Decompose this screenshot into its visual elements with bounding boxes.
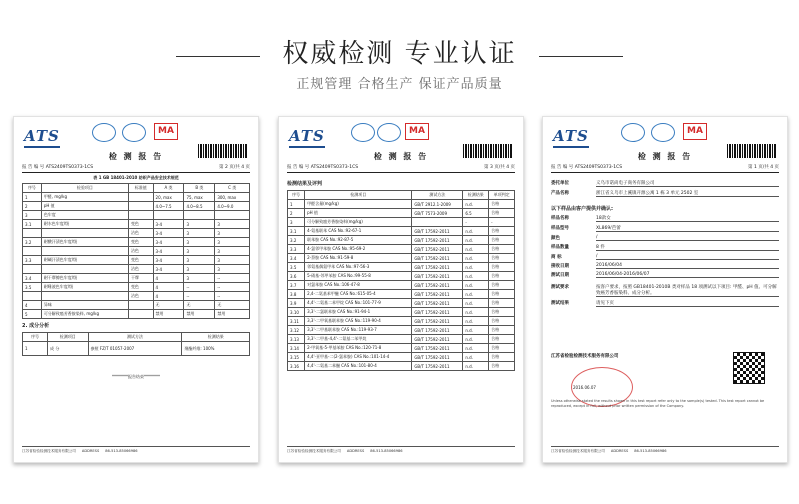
table-cell: 3 xyxy=(215,229,250,238)
ma-cert-icon: MA xyxy=(683,123,707,140)
table-cell xyxy=(215,211,250,220)
table-cell: n.d. xyxy=(463,227,489,236)
table-cell: 3 xyxy=(215,238,250,247)
table-cell: 2-甲氧基-5-甲基苯胺 CAS No.:120-71-8 xyxy=(305,344,412,353)
table-cell: GB/T 17592-2011 xyxy=(412,299,463,308)
results-table xyxy=(287,190,515,371)
table-cell: n.d. xyxy=(463,281,489,290)
table-cell: GB/T 17592-2011 xyxy=(412,227,463,236)
table-row xyxy=(288,335,515,344)
table-cell: 合格 xyxy=(489,344,515,353)
client-row: 委托单位 义乌市诺尚电子商务有限公司 xyxy=(551,180,779,187)
table-cell: 2-萘胺 CAS No.:91-59-8 xyxy=(305,254,412,263)
table-cell: 4-氨基联苯 CAS No.:92-67-1 xyxy=(305,227,412,236)
sample-field-row: 接收日期 2016/06/04 xyxy=(551,263,779,269)
table-cell: 成 分 xyxy=(48,342,88,356)
table-cell: 3 xyxy=(184,238,215,247)
table-row xyxy=(288,299,515,308)
sample-field-row: 测试日期 2016/06/04-2016/06/07 xyxy=(551,272,779,278)
client-address-row: 产品名称 浙江省义乌市上溪镇开源公寓 1 栋 3 单元 2502 室 xyxy=(551,190,779,197)
table-cell xyxy=(128,211,153,220)
table-cell: 无 xyxy=(184,301,215,310)
table-row xyxy=(23,292,250,301)
table-cell: 3 xyxy=(215,256,250,265)
table-cell: n.d. xyxy=(463,245,489,254)
table-cell: 3 xyxy=(184,274,215,283)
table-row xyxy=(23,193,250,202)
page-subtitle: 正规管理 合格生产 保证产品质量 xyxy=(296,77,503,92)
table-cell xyxy=(41,229,128,238)
table-cell: 3.3 xyxy=(288,245,305,254)
table-cell: 3 xyxy=(215,247,250,256)
col-header: 序号 xyxy=(288,191,305,200)
table-cell: -- xyxy=(215,283,250,292)
table-cell xyxy=(23,247,42,256)
composition-table xyxy=(22,332,250,356)
col-header: 单项判定 xyxy=(489,191,515,200)
table-cell xyxy=(128,310,153,319)
sample-field-row: 样品数量 8 件 xyxy=(551,244,779,251)
table-cell: 邻氨基偶氮甲苯 CAS No.:97-56-3 xyxy=(305,263,412,272)
table-cell: 3 xyxy=(184,229,215,238)
table-cell: 耐水色牢度/级 xyxy=(41,220,128,229)
table-cell xyxy=(41,247,128,256)
title-rule-right xyxy=(539,56,623,57)
table-cell: 沾色 xyxy=(128,265,153,274)
table-cell xyxy=(128,301,153,310)
ilac-seal-icon xyxy=(92,123,116,142)
table-cell: 3 xyxy=(215,265,250,274)
table-cell: 合格 xyxy=(489,362,515,371)
table-row xyxy=(288,200,515,209)
sample-field-row: 样品名称 18款女 xyxy=(551,215,779,222)
col-header: 序号 xyxy=(23,184,42,193)
table-cell: 3 xyxy=(184,256,215,265)
table-cell: GB/T 17592-2011 xyxy=(412,353,463,362)
page-title: 权威检测 专业认证 xyxy=(282,39,517,69)
cnas-seal-icon xyxy=(651,123,675,142)
ma-cert-icon: MA xyxy=(154,123,178,140)
ats-logo: ATS xyxy=(553,127,589,148)
table-cell: n.d. xyxy=(463,299,489,308)
cnas-seal-icon xyxy=(377,123,401,142)
table-cell: 3.5 xyxy=(288,263,305,272)
table-cell: 1 xyxy=(23,342,48,356)
table-cell: GB/T 2912.1-2009 xyxy=(412,200,463,209)
table-row xyxy=(23,301,250,310)
table-cell: n.d. xyxy=(463,200,489,209)
table-cell: 3 xyxy=(288,218,305,227)
safety-table xyxy=(22,183,250,319)
table-cell: 合格 xyxy=(489,263,515,272)
table-cell: GB/T 17592-2011 xyxy=(412,236,463,245)
table-cell: 4 xyxy=(153,283,184,292)
ats-logo: ATS xyxy=(289,127,325,148)
col-header: 检测结果 xyxy=(463,191,489,200)
table-cell: 3.16 xyxy=(288,362,305,371)
table-cell: 3 xyxy=(184,265,215,274)
table-cell: 4 xyxy=(153,292,184,301)
table-cell: 3,3'-二甲基-4,4'-二氨基二苯甲烷 xyxy=(305,335,412,344)
col-header: 标准值 xyxy=(128,184,153,193)
ma-cert-icon: MA xyxy=(405,123,429,140)
table-cell: 合格 xyxy=(489,299,515,308)
table-cell: GB/T 17592-2011 xyxy=(412,272,463,281)
table-cell: 变色 xyxy=(128,238,153,247)
table-cell xyxy=(128,193,153,202)
table-row xyxy=(288,281,515,290)
table-cell: pH 值 xyxy=(41,202,128,211)
table-cell: 3-4 xyxy=(153,265,184,274)
table-cell: 4,4'-二氨基二苯醚 CAS No.:101-80-4 xyxy=(305,362,412,371)
table-cell xyxy=(128,202,153,211)
table-cell: 合格 xyxy=(489,308,515,317)
table-cell: 3,3'-二甲基联苯胺 CAS No.:119-93-7 xyxy=(305,326,412,335)
table-cell: n.d. xyxy=(463,236,489,245)
table-cell: 3,3'-二甲氧基联苯胺 CAS No.:119-90-4 xyxy=(305,317,412,326)
table-cell: 3.14 xyxy=(288,344,305,353)
table-cell: n.d. xyxy=(463,353,489,362)
table-cell: 合格 xyxy=(489,326,515,335)
table-cell: n.d. xyxy=(463,263,489,272)
table-row xyxy=(23,202,250,211)
table-cell: n.d. xyxy=(463,326,489,335)
table-cell: 合格 xyxy=(489,236,515,245)
table-cell: 可分解致癌芳香胺染料(mg/kg) xyxy=(305,218,412,227)
table-cell: n.d. xyxy=(463,362,489,371)
table-cell: 合格 xyxy=(489,317,515,326)
table-cell: -- xyxy=(184,292,215,301)
table-cell xyxy=(23,265,42,274)
table-cell: 4.0~8.5 xyxy=(184,202,215,211)
table-row xyxy=(288,263,515,272)
table-cell: -- xyxy=(184,283,215,292)
table-row xyxy=(288,272,515,281)
table-cell: 2,4-二氨基苯甲醚 CAS No.:615-05-4 xyxy=(305,290,412,299)
table-cell: 4 xyxy=(23,301,42,310)
sample-field-row: 样品型号 XL869/芭蕾 xyxy=(551,225,779,232)
table-cell: 变色 xyxy=(128,283,153,292)
table-cell: 4-氯邻甲苯胺 CAS No.:95-69-2 xyxy=(305,245,412,254)
table-cell: 3,3'-二氯联苯胺 CAS No.:91-94-1 xyxy=(305,308,412,317)
table-cell: GB/T 17592-2011 xyxy=(412,281,463,290)
table-row xyxy=(23,247,250,256)
table-cell: 耐碱汗渍色牢度/级 xyxy=(41,256,128,265)
ilac-seal-icon xyxy=(351,123,375,142)
col-header: A 类 xyxy=(153,184,184,193)
table-cell: 甲醛, mg/kg xyxy=(41,193,128,202)
ilac-seal-icon xyxy=(621,123,645,142)
table-cell: 变色 xyxy=(128,220,153,229)
col-header: 检测结果 xyxy=(182,333,250,342)
table-row xyxy=(288,218,515,227)
table-cell: GB/T 17592-2011 xyxy=(412,308,463,317)
table-cell xyxy=(412,218,463,227)
table-cell: n.d. xyxy=(463,290,489,299)
table-row xyxy=(23,283,250,292)
report-footer: 江苏省检验检测技术服务有限公司 ADDRESS 86-513-85066986 xyxy=(551,446,779,454)
table-row xyxy=(23,265,250,274)
report-title: 检 测 报 告 xyxy=(373,152,429,161)
table-cell: 4 xyxy=(153,274,184,283)
table-cell: 沾色 xyxy=(128,247,153,256)
table-cell: 耐干摩擦色牢度/级 xyxy=(41,274,128,283)
col-header: 检验项目 xyxy=(41,184,128,193)
table-cell: 对氯苯胺 CAS No.:106-47-8 xyxy=(305,281,412,290)
table-cell: -- xyxy=(215,292,250,301)
table-cell: 3.7 xyxy=(288,281,305,290)
table-cell: 4,4'-二氨基二苯甲烷 CAS No.:101-77-9 xyxy=(305,299,412,308)
table-cell: 3 xyxy=(184,220,215,229)
table-title: 表 1 GB 18401-2010 纺织产品安全技术规范 xyxy=(93,175,179,180)
sample-field-row: 颜色 / xyxy=(551,235,779,241)
col-header: 测试方法 xyxy=(88,333,182,342)
table-cell: - xyxy=(489,218,515,227)
report-note: Unless otherwise stated the results shown in this test report refer only to the sample(s) tested. This test report cannot be reproduced, except in full, without prior written permission of the Company. xyxy=(551,399,765,408)
table-cell: 3.15 xyxy=(288,353,305,362)
table-cell: 禁用 xyxy=(215,310,250,319)
table-row xyxy=(23,220,250,229)
table-cell: n.d. xyxy=(463,335,489,344)
qr-code xyxy=(733,352,765,384)
table-row xyxy=(23,211,250,220)
table-cell: 联苯胺 CAS No.:92-87-5 xyxy=(305,236,412,245)
table-cell: 禁用 xyxy=(153,310,184,319)
table-cell: GB/T 17592-2011 xyxy=(412,290,463,299)
table-cell: 3.8 xyxy=(288,290,305,299)
table-cell: 可分解致癌芳香胺染料, mg/kg xyxy=(41,310,128,319)
report-footer: 江苏省检验检测技术服务有限公司 ADDRESS 86-513-85066986 xyxy=(22,446,250,454)
table-cell: 3.13 xyxy=(288,335,305,344)
section-heading: 检测结果及评判 xyxy=(287,181,323,187)
report-body xyxy=(551,177,779,310)
table-cell: 3 xyxy=(215,220,250,229)
table-cell: 20, max xyxy=(153,193,184,202)
table-cell: 合格 xyxy=(489,209,515,218)
approval-date: 2016.06.07 xyxy=(573,385,596,390)
table-cell: n.d. xyxy=(463,308,489,317)
table-row xyxy=(288,254,515,263)
table-cell xyxy=(153,211,184,220)
col-header: 测试方法 xyxy=(412,191,463,200)
table-row xyxy=(288,308,515,317)
col-header: 序号 xyxy=(23,333,48,342)
table-cell: 参照 FZ/T 01057-2007 xyxy=(88,342,182,356)
table-cell: pH 值 xyxy=(305,209,412,218)
report-meta: 报 告 编 号 ATS2409TS0373-1CS 第 1 页/共 4 页 xyxy=(551,164,779,173)
table-cell: GB/T 17592-2011 xyxy=(412,245,463,254)
report-footer: 江苏省检验检测技术服务有限公司 ADDRESS 86-513-85066986 xyxy=(287,446,515,454)
table-cell: 合格 xyxy=(489,254,515,263)
table-row xyxy=(288,290,515,299)
table-cell: 3-4 xyxy=(153,229,184,238)
table-row xyxy=(288,245,515,254)
table-cell: 耐酸汗渍色牢度/级 xyxy=(41,238,128,247)
table-cell: 合格 xyxy=(489,335,515,344)
table-cell: 3-4 xyxy=(153,238,184,247)
report-body xyxy=(287,177,515,371)
table-cell: GB/T 17592-2011 xyxy=(412,344,463,353)
table-cell: 3.11 xyxy=(288,317,305,326)
table-cell: 3-4 xyxy=(153,256,184,265)
table-cell: 沾色 xyxy=(128,229,153,238)
table-cell: 耐唾液色牢度/级 xyxy=(41,283,128,292)
table-cell: 3.4 xyxy=(23,274,42,283)
table-row xyxy=(288,227,515,236)
table-cell: 沾色 xyxy=(128,292,153,301)
table-row xyxy=(23,238,250,247)
table-cell: 合格 xyxy=(489,353,515,362)
table-cell: - xyxy=(463,218,489,227)
table-cell: 3.12 xyxy=(288,326,305,335)
table-cell: 聚酯纤维: 100% xyxy=(182,342,250,356)
table-cell: GB/T 17592-2011 xyxy=(412,326,463,335)
report-meta: 报 告 编 号 ATS2409TS0373-1CS 第 2 页/共 4 页 xyxy=(22,164,250,173)
table-row xyxy=(288,317,515,326)
table-cell: 5-硝基-邻甲苯胺 CAS No.:99-55-8 xyxy=(305,272,412,281)
table-cell: n.d. xyxy=(463,272,489,281)
col-header: B 类 xyxy=(184,184,215,193)
table-cell: 色牢度 xyxy=(41,211,128,220)
table-cell: 3-4 xyxy=(153,247,184,256)
table-cell: GB/T 17592-2011 xyxy=(412,254,463,263)
report-title: 检 测 报 告 xyxy=(108,152,164,161)
table-cell: 2 xyxy=(23,202,42,211)
table-cell xyxy=(23,229,42,238)
table-cell: -- xyxy=(215,274,250,283)
test-result-row: 测试结果 请见下页 xyxy=(551,300,779,307)
table-cell: 合格 xyxy=(489,272,515,281)
table-row xyxy=(288,362,515,371)
table-cell: 异味 xyxy=(41,301,128,310)
table-cell: 5 xyxy=(23,310,42,319)
table-cell: 3-4 xyxy=(153,220,184,229)
table-cell: 合格 xyxy=(489,200,515,209)
table-cell: 3 xyxy=(23,211,42,220)
table-row xyxy=(288,344,515,353)
ats-logo: ATS xyxy=(24,127,60,148)
table-row xyxy=(23,256,250,265)
table-cell: 6.5 xyxy=(463,209,489,218)
page-header xyxy=(0,0,799,100)
table-cell: 无 xyxy=(215,301,250,310)
table-cell: 变色 xyxy=(128,256,153,265)
section-heading: 2. 成分分析 xyxy=(22,323,50,329)
table-cell: 3.4 xyxy=(288,254,305,263)
table-cell: 禁用 xyxy=(184,310,215,319)
table-cell: 合格 xyxy=(489,245,515,254)
table-cell: 1 xyxy=(23,193,42,202)
test-requirement-row: 测试要求 按客户要求，按照 GB18401-2010B 类对样品 18 项测试以下项目: 甲醛、pH 值、可分解致癌芳香胺染料、成分分析。 xyxy=(551,284,779,297)
report-body xyxy=(22,175,250,380)
table-cell: 甲醛含量(mg/kg) xyxy=(305,200,412,209)
table-cell: GB/T 7573-2009 xyxy=(412,209,463,218)
table-cell: 合格 xyxy=(489,290,515,299)
table-row xyxy=(288,353,515,362)
table-cell: 3.2 xyxy=(23,238,42,247)
table-row xyxy=(288,209,515,218)
table-cell: 3.1 xyxy=(288,227,305,236)
table-cell: n.d. xyxy=(463,317,489,326)
table-cell: 合格 xyxy=(489,281,515,290)
table-cell: 3 xyxy=(184,247,215,256)
test-report-page-1 xyxy=(13,116,259,463)
table-cell: 合格 xyxy=(489,227,515,236)
table-cell: n.d. xyxy=(463,254,489,263)
table-cell: 300, max xyxy=(215,193,250,202)
table-cell: 4.0~9.0 xyxy=(215,202,250,211)
table-cell: 3.9 xyxy=(288,299,305,308)
table-cell: 2 xyxy=(288,209,305,218)
test-report-page-2 xyxy=(278,116,524,463)
table-row xyxy=(288,326,515,335)
table-cell: GB/T 17592-2011 xyxy=(412,317,463,326)
table-cell: GB/T 17592-2011 xyxy=(412,362,463,371)
report-title: 检 测 报 告 xyxy=(637,152,693,161)
table-cell xyxy=(41,292,128,301)
table-cell: 3.3 xyxy=(23,256,42,265)
table-cell: 3.2 xyxy=(288,236,305,245)
table-cell: 3.6 xyxy=(288,272,305,281)
test-report-cover xyxy=(542,116,788,463)
table-cell: 3.1 xyxy=(23,220,42,229)
table-row xyxy=(23,310,250,319)
table-cell: 无 xyxy=(153,301,184,310)
table-cell: GB/T 17592-2011 xyxy=(412,335,463,344)
table-cell xyxy=(23,292,42,301)
table-cell: n.d. xyxy=(463,344,489,353)
table-row xyxy=(23,229,250,238)
table-row xyxy=(288,236,515,245)
sample-field-row: 商 标 / xyxy=(551,254,779,260)
table-row xyxy=(23,274,250,283)
table-cell: 4.0~7.5 xyxy=(153,202,184,211)
table-cell xyxy=(41,265,128,274)
report-end: ********报告结束******** xyxy=(112,374,160,379)
col-header: 检测项目 xyxy=(48,333,88,342)
table-cell: 3.5 xyxy=(23,283,42,292)
approver: 江苏省检验检测技术服务有限公司 xyxy=(551,354,619,359)
table-cell xyxy=(184,211,215,220)
table-cell: 3.10 xyxy=(288,308,305,317)
table-cell: 1 xyxy=(288,200,305,209)
sample-info-heading: 以下样品由客户提供并确认: xyxy=(551,206,614,212)
table-cell: 干摩 xyxy=(128,274,153,283)
table-cell: GB/T 17592-2011 xyxy=(412,263,463,272)
table-cell: 4,4'-亚甲基-二(2-氯苯胺) CAS No.:101-14-4 xyxy=(305,353,412,362)
cnas-seal-icon xyxy=(122,123,146,142)
report-meta: 报 告 编 号 ATS2409TS0373-1CS 第 3 页/共 4 页 xyxy=(287,164,515,173)
col-header: C 类 xyxy=(215,184,250,193)
col-header: 检测项目 xyxy=(305,191,412,200)
table-cell: 75, max xyxy=(184,193,215,202)
